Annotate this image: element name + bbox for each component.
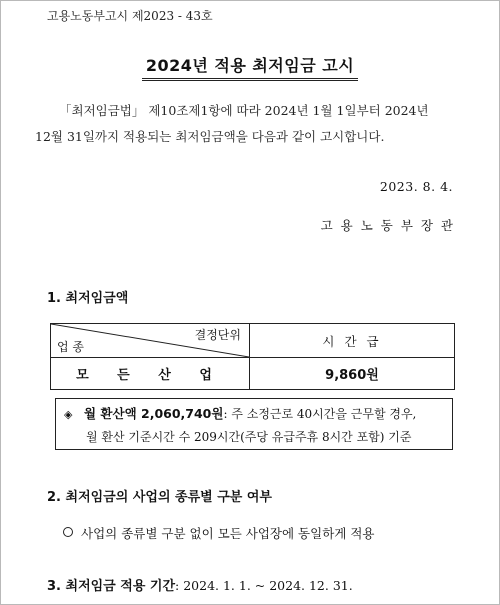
note-line-2: 월 환산 기준시간 수 209시간(주당 유급주휴 8시간 포함) 기준 [86, 430, 412, 444]
section-3-label: 3. 최저임금 적용 기간 [47, 579, 176, 594]
cell-all-industries: 모 든 산 업 [51, 358, 250, 390]
section-3-period: : 2024. 1. 1. ~ 2024. 12. 31. [175, 578, 353, 593]
section-2-heading: 2. 최저임금의 사업의 종류별 구분 여부 [47, 490, 272, 505]
document-title: 2024년 적용 최저임금 고시 [142, 53, 358, 81]
monthly-conversion-note [55, 398, 453, 450]
diagonal-header [51, 324, 249, 357]
monthly-amount: 월 환산액 2,060,740원 [84, 406, 224, 421]
section-2-text: 사업의 종류별 구분 없이 모든 사업장에 동일하게 적용 [81, 526, 375, 541]
table-row [51, 358, 455, 390]
section-2-bullet [63, 524, 374, 542]
notice-number: 고용노동부고시 제2023 - 43호 [47, 9, 213, 23]
circle-bullet-icon [63, 527, 73, 537]
notice-date: 2023. 8. 4. [379, 179, 453, 194]
intro-line-2: 12월 31일까지 적용되는 최저임금액을 다음과 같이 고시합니다. [35, 129, 385, 144]
diamond-bullet-icon: ◈ [64, 408, 73, 421]
section-3-heading [47, 575, 353, 594]
header-hourly-wage: 시 간 급 [250, 324, 455, 358]
note-line-1-text: : 주 소정근로 40시간을 근무할 경우, [223, 407, 417, 421]
title-container [1, 53, 499, 81]
header-decision-unit: 결정단위 [194, 328, 241, 342]
header-industry: 업 종 [57, 340, 84, 354]
minimum-wage-table [50, 323, 455, 390]
cell-hourly-amount: 9,860원 [250, 358, 455, 390]
note-line-1 [64, 403, 446, 426]
diagonal-header-cell [51, 324, 250, 358]
table-header-row [51, 324, 455, 358]
section-1-heading: 1. 최저임금액 [47, 291, 129, 306]
issuer-name: 고 용 노 동 부 장 관 [320, 218, 455, 233]
intro-line-1: 「최저임금법」 제10조제1항에 따라 2024년 1월 1일부터 2024년 [59, 103, 429, 118]
